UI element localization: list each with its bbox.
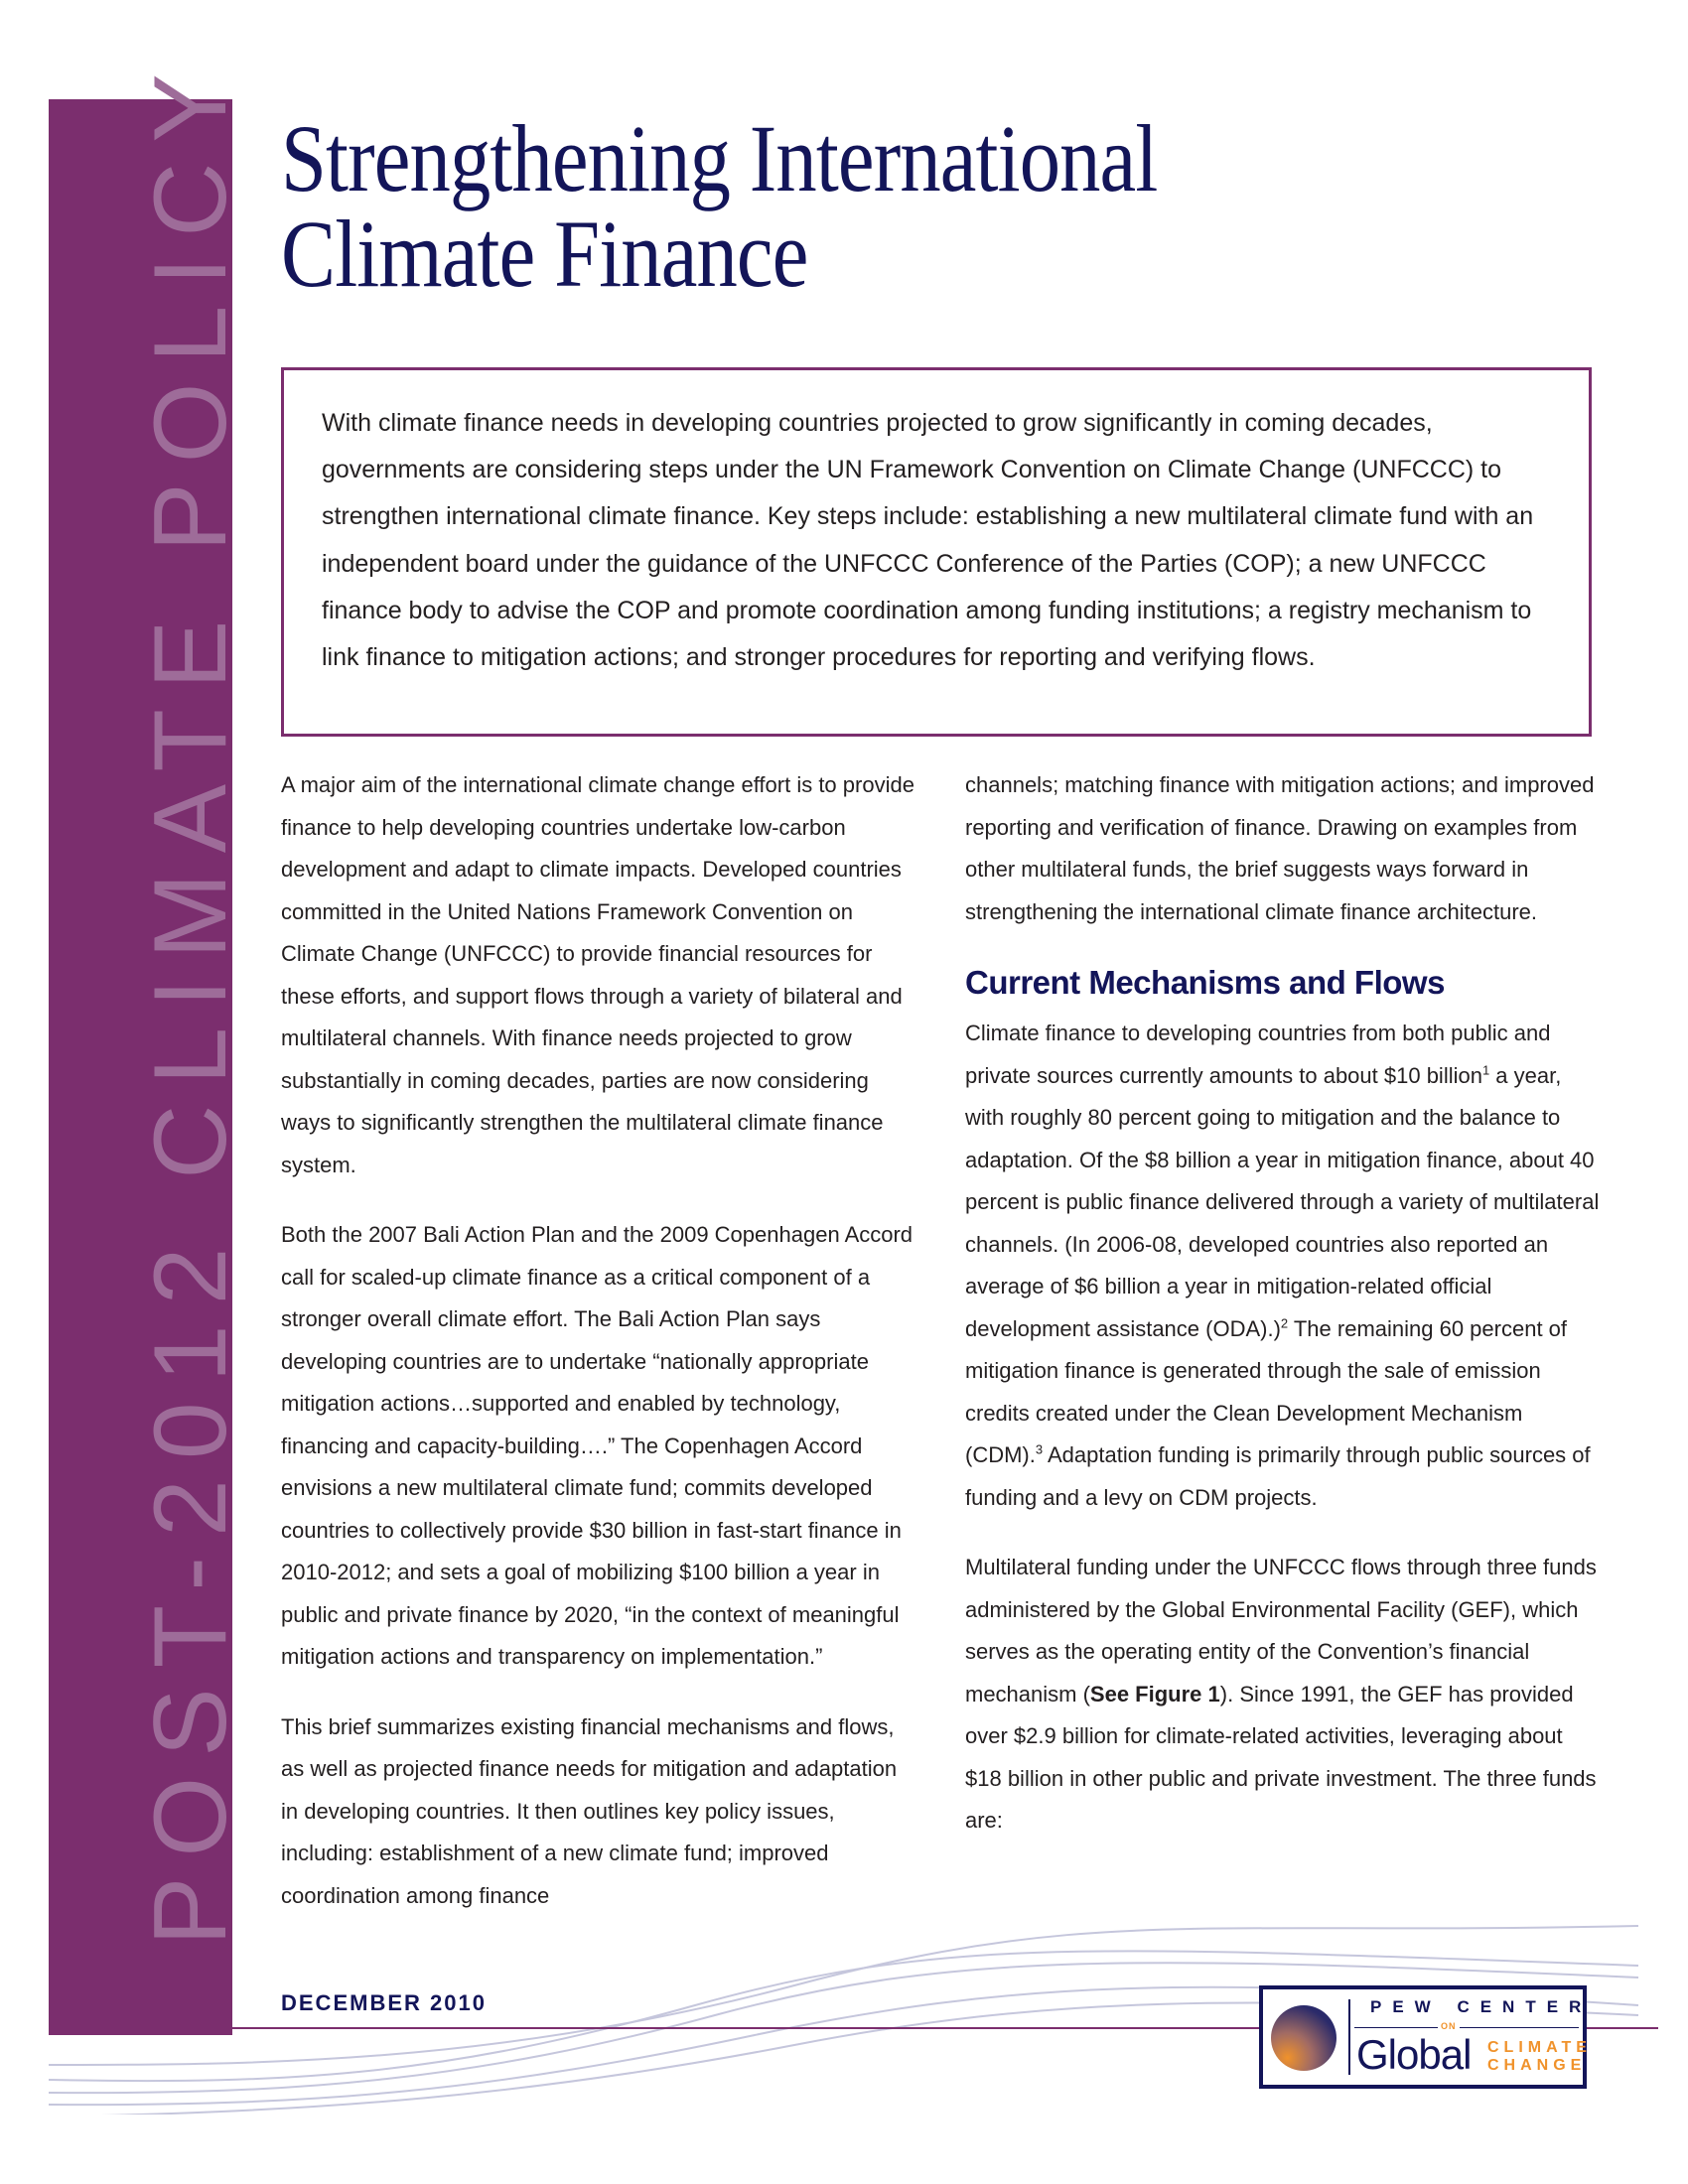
globe-icon [1271, 2005, 1336, 2071]
paragraph [965, 1013, 1601, 1519]
paragraph: channels; matching finance with mitigation actions; and improved reporting and verification of finance. Drawing on examples from other multilateral funds, the brief suggests ways forward in strengthening the international climate finance architecture. [965, 772, 1595, 924]
text-run: The remaining 60 percent of mitigation finance is generated through the sale of emission credits created under the Clean Development Mechanism (CDM). [965, 1315, 1568, 1467]
logo-org-name: PEW CENTER [1370, 1997, 1593, 2016]
logo-change: CHANGE [1487, 2057, 1587, 2074]
logo-global: Global [1356, 2031, 1472, 2078]
logo-climate: CLIMATE [1487, 2039, 1592, 2056]
series-label: POST-2012 CLIMATE POLICY [133, 54, 248, 1946]
text-run: Adaptation funding is primarily through public sources of funding and a levy on CDM projects. [965, 1442, 1591, 1510]
footnote-ref[interactable]: 3 [1035, 1441, 1044, 1457]
paragraph [965, 1547, 1601, 1843]
publication-date: DECEMBER 2010 [281, 1990, 487, 2015]
section-heading: Current Mechanisms and Flows [965, 964, 1445, 1001]
footnote-ref[interactable]: 1 [1481, 1062, 1490, 1078]
paragraph: A major aim of the international climate change effort is to provide finance to help developing countries undertake low-carbon development and adapt to climate impacts. Developed countries committed in the United Nations Framework Convention on Climate Change (UNFCCC) to provide financial resources for these efforts, and support flows through a variety of bilateral and multilateral channels. With finance needs projected to grow substantially in coming decades, parties are now considering ways to significantly strengthen the multilateral climate finance system. [281, 772, 914, 1177]
right-column [965, 764, 1601, 1870]
summary-box [281, 367, 1592, 737]
logo-climate-change [1487, 2039, 1592, 2075]
left-column [281, 764, 916, 1945]
summary-text: With climate finance needs in developing countries projected to grow significantly in coming decades, governments are considering steps under the UN Framework Convention on Climate Change (UNFCCC) to strengthen international climate finance. Key steps include: establishing a new multilateral climate fund with an independent board under the guidance of the UNFCCC Conference of the Parties (COP); a new UNFCCC finance body to advise the COP and promote coordination among funding institutions; a registry mechanism to link finance to mitigation actions; and stronger procedures for reporting and verifying flows. [322, 409, 1534, 672]
text-run: Climate finance to developing countries from both public and private sources currently amounts to about $10 billion [965, 1021, 1551, 1088]
logo-on: ON [1438, 2021, 1460, 2031]
pew-center-logo[interactable] [1259, 1985, 1593, 2089]
paragraph: Both the 2007 Bali Action Plan and the 2009 Copenhagen Accord call for scaled-up climate finance as a critical component of a stronger overall climate effort. The Bali Action Plan says developing countries are to undertake “nationally appropriate mitigation actions…supported and enabled by technology, financing and capacity-building….” The Copenhagen Accord envisions a new multilateral climate fund; commits developed countries to collectively provide $30 billion in fast-start finance in 2010-2012; and sets a goal of mobilizing $100 billion a year in public and private finance by 2020, “in the context of meaningful mitigation actions and transparency on implementation.” [281, 1222, 914, 1669]
text-run: ). Since 1991, the GEF has provided over $2.9 billion for climate-related activities, leveraging about $18 billion in other public and private investment. The three funds are: [965, 1681, 1597, 1833]
text-run: Multilateral funding under the UNFCCC flows through three funds administered by the Global Environmental Facility (GEF), which serves as the operating entity of the Convention’s financial mechanism ( [965, 1555, 1597, 1706]
footnote-ref[interactable]: 2 [1280, 1315, 1289, 1331]
figure-reference[interactable]: See Figure 1 [1089, 1681, 1220, 1706]
paragraph: This brief summarizes existing financial mechanisms and flows, as well as projected finance needs for mitigation and adaptation in developing countries. It then outlines key policy issues, including: establishment of a new climate fund; improved coordination among finance [281, 1713, 898, 1908]
logo-divider [1348, 1999, 1350, 2075]
title-line-2: Climate Finance [281, 201, 808, 307]
text-run: a year, with roughly 80 percent going to mitigation and the balance to adaptation. Of the $8 billion a year in mitigation finance, about 40 percent is public finance delivered through a variety of multilateral channels. (In 2006-08, developed countries also reported an average of $6 billion a year in mitigation-related official development assistance (ODA).) [965, 1062, 1600, 1341]
title-line-1: Strengthening International [281, 105, 1158, 211]
page-title [281, 105, 1158, 307]
logo-rule [1354, 2027, 1579, 2028]
